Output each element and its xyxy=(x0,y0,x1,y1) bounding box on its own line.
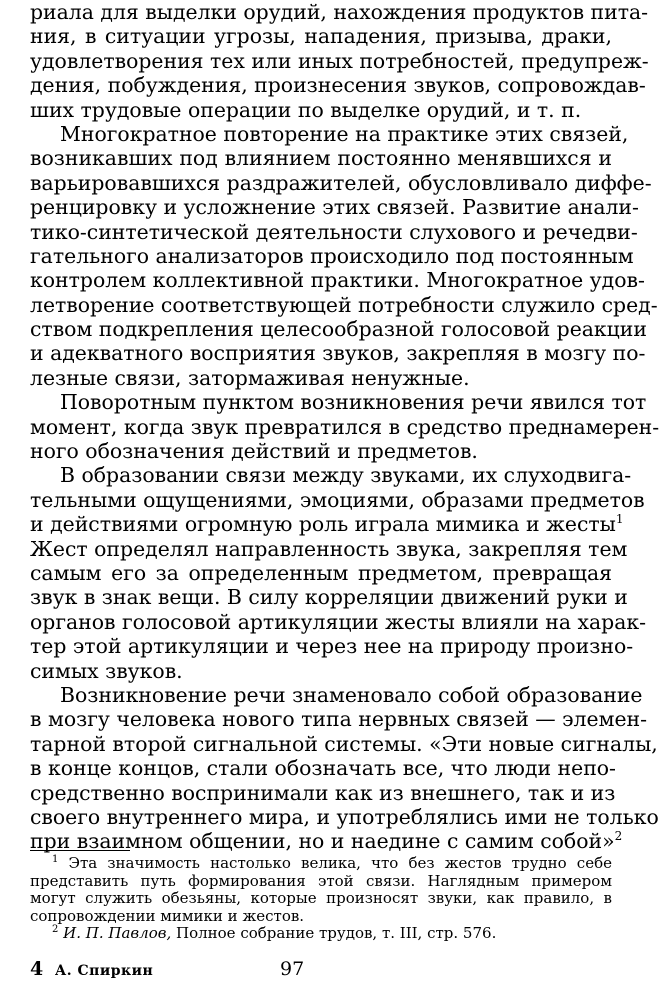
footnotes xyxy=(30,855,612,943)
line-text: ством подкрепления целесообразной голосовой реакции xyxy=(30,317,647,342)
line-text: органов голосовой артикуляции жесты влияли на харак- xyxy=(30,609,647,634)
line-text: симых звуков. xyxy=(30,658,183,683)
line-text: риала для выделки орудий, нахождения продуктов пита- xyxy=(30,0,649,24)
line-text: ния, в ситуации угрозы, нападения, призыва, драки, xyxy=(30,24,612,49)
text-line xyxy=(30,390,647,415)
line-text: Многократное повторение на практике этих связей, xyxy=(60,121,629,146)
line-text: момент, когда звук превратился в средство преднамерен- xyxy=(30,414,659,439)
text-line xyxy=(30,561,612,585)
footnote-reference: 2 xyxy=(614,829,623,844)
text-line xyxy=(30,48,649,73)
text-line xyxy=(30,170,652,195)
text-line xyxy=(30,634,634,659)
text-line xyxy=(30,341,646,366)
footnote-author: И. П. Павлов, xyxy=(63,924,172,943)
line-text: ного обозначения действий и предметов. xyxy=(30,439,478,464)
text-line xyxy=(30,487,645,512)
line-text: ших трудовые операции по выделке орудий, и т. п. xyxy=(30,97,582,122)
text-line xyxy=(30,439,612,463)
line-text: тер этой артикуляции и через нее на природу произно- xyxy=(30,634,634,659)
text-line xyxy=(30,24,612,48)
line-text: В образовании связи между звуками, их слуходвига- xyxy=(60,463,632,488)
text-line xyxy=(30,73,646,98)
text-line xyxy=(30,707,647,732)
text-line xyxy=(30,146,612,170)
line-text: летворение соответствующей потребности служило сред- xyxy=(30,292,658,317)
footnote-mark: 2 xyxy=(52,924,59,936)
page-number: 97 xyxy=(280,958,305,980)
text-line xyxy=(30,609,647,634)
text-line xyxy=(30,219,638,244)
text-line xyxy=(30,463,632,488)
footnote-mark: 1 xyxy=(52,854,59,865)
text-line xyxy=(30,585,628,610)
line-text: удовлетворения тех или иных потребностей, предупреж- xyxy=(30,48,649,73)
footnote-text: Полное собрание трудов, т. III, стр. 576. xyxy=(176,924,497,943)
line-text: и действиями огромную роль играла мимика и жесты xyxy=(30,512,616,537)
signature-text: А. Спиркин xyxy=(54,963,154,979)
printer-signature xyxy=(30,958,153,980)
line-text: Жест определял направленность звука, закрепляя тем xyxy=(30,536,628,561)
text-line xyxy=(30,98,612,122)
footnote-text: Эта значимость настолько велика, что без жестов трудно себе xyxy=(68,854,612,872)
footnote-text: представить путь формирования этой связи. Наглядным примером xyxy=(30,871,612,890)
line-text: тельными ощущениями, эмоциями, образами предметов xyxy=(30,487,645,512)
text-line xyxy=(30,268,645,293)
line-text: тико-синтетической деятельности слухового и речедви- xyxy=(30,219,638,244)
page-footer xyxy=(30,958,612,982)
line-text: лезные связи, затормаживая ненужные. xyxy=(30,365,470,390)
text-line xyxy=(30,121,629,146)
text-line xyxy=(30,243,634,268)
footnote-line xyxy=(30,925,612,943)
line-text: самым его за определенным предметом, превращая xyxy=(30,560,612,585)
text-line xyxy=(30,780,616,805)
line-text: звук в знак вещи. В силу корреляции движений руки и xyxy=(30,585,628,610)
text-line xyxy=(30,317,647,342)
footnote-line xyxy=(30,873,612,891)
signature-number: 4 xyxy=(30,958,44,980)
line-text: гательного анализаторов происходило под постоянным xyxy=(30,243,634,268)
line-text: ренцировку и усложнение этих связей. Развитие анали- xyxy=(30,195,639,220)
text-line xyxy=(30,195,639,220)
footnote-text: сопровождении мимики и жестов. xyxy=(30,906,305,925)
text-line xyxy=(30,292,658,317)
line-text: при взаимном общении, но и наедине с самим собой» xyxy=(30,829,615,854)
text-line xyxy=(30,731,658,756)
text-line xyxy=(30,756,616,781)
text-line xyxy=(30,682,643,707)
line-text: в мозгу человека нового типа нервных связей — элемен- xyxy=(30,707,647,732)
text-line xyxy=(30,659,612,683)
footnote-line xyxy=(30,908,612,926)
footnote-line xyxy=(30,855,612,873)
text-line xyxy=(30,804,659,829)
line-text: тарной второй сигнальной системы. «Эти новые сигналы, xyxy=(30,731,658,756)
line-text: варьировавшихся раздражителей, обусловливало диффе- xyxy=(30,170,652,195)
line-text: Поворотным пунктом возникновения речи явился тот xyxy=(60,390,647,415)
line-text: контролем коллективной практики. Многократное удов- xyxy=(30,268,645,293)
footnote-divider xyxy=(30,850,130,851)
main-text xyxy=(30,0,659,854)
text-line xyxy=(30,512,624,537)
text-line xyxy=(30,0,649,24)
line-text: возникавших под влиянием постоянно менявшихся и xyxy=(30,146,612,171)
footnote-line xyxy=(30,890,612,908)
text-line xyxy=(30,536,628,561)
line-text: дения, побуждения, произнесения звуков, сопровождав- xyxy=(30,73,646,98)
footnote-reference: 1 xyxy=(615,512,624,527)
line-text: Возникновение речи знаменовало собой образование xyxy=(60,682,643,707)
text-line xyxy=(30,366,612,390)
line-text: в конце концов, стали обозначать все, что люди непо- xyxy=(30,756,616,781)
line-text: и адекватного восприятия звуков, закрепляя в мозгу по- xyxy=(30,341,646,366)
footnote-text: могут служить обезьяны, которые произносят звуки, как правило, в xyxy=(30,889,612,908)
text-line xyxy=(30,414,659,439)
line-text: средственно воспринимали как из внешнего, так и из xyxy=(30,780,616,805)
line-text: своего внутреннего мира, и употреблялись ими не только xyxy=(30,804,659,829)
